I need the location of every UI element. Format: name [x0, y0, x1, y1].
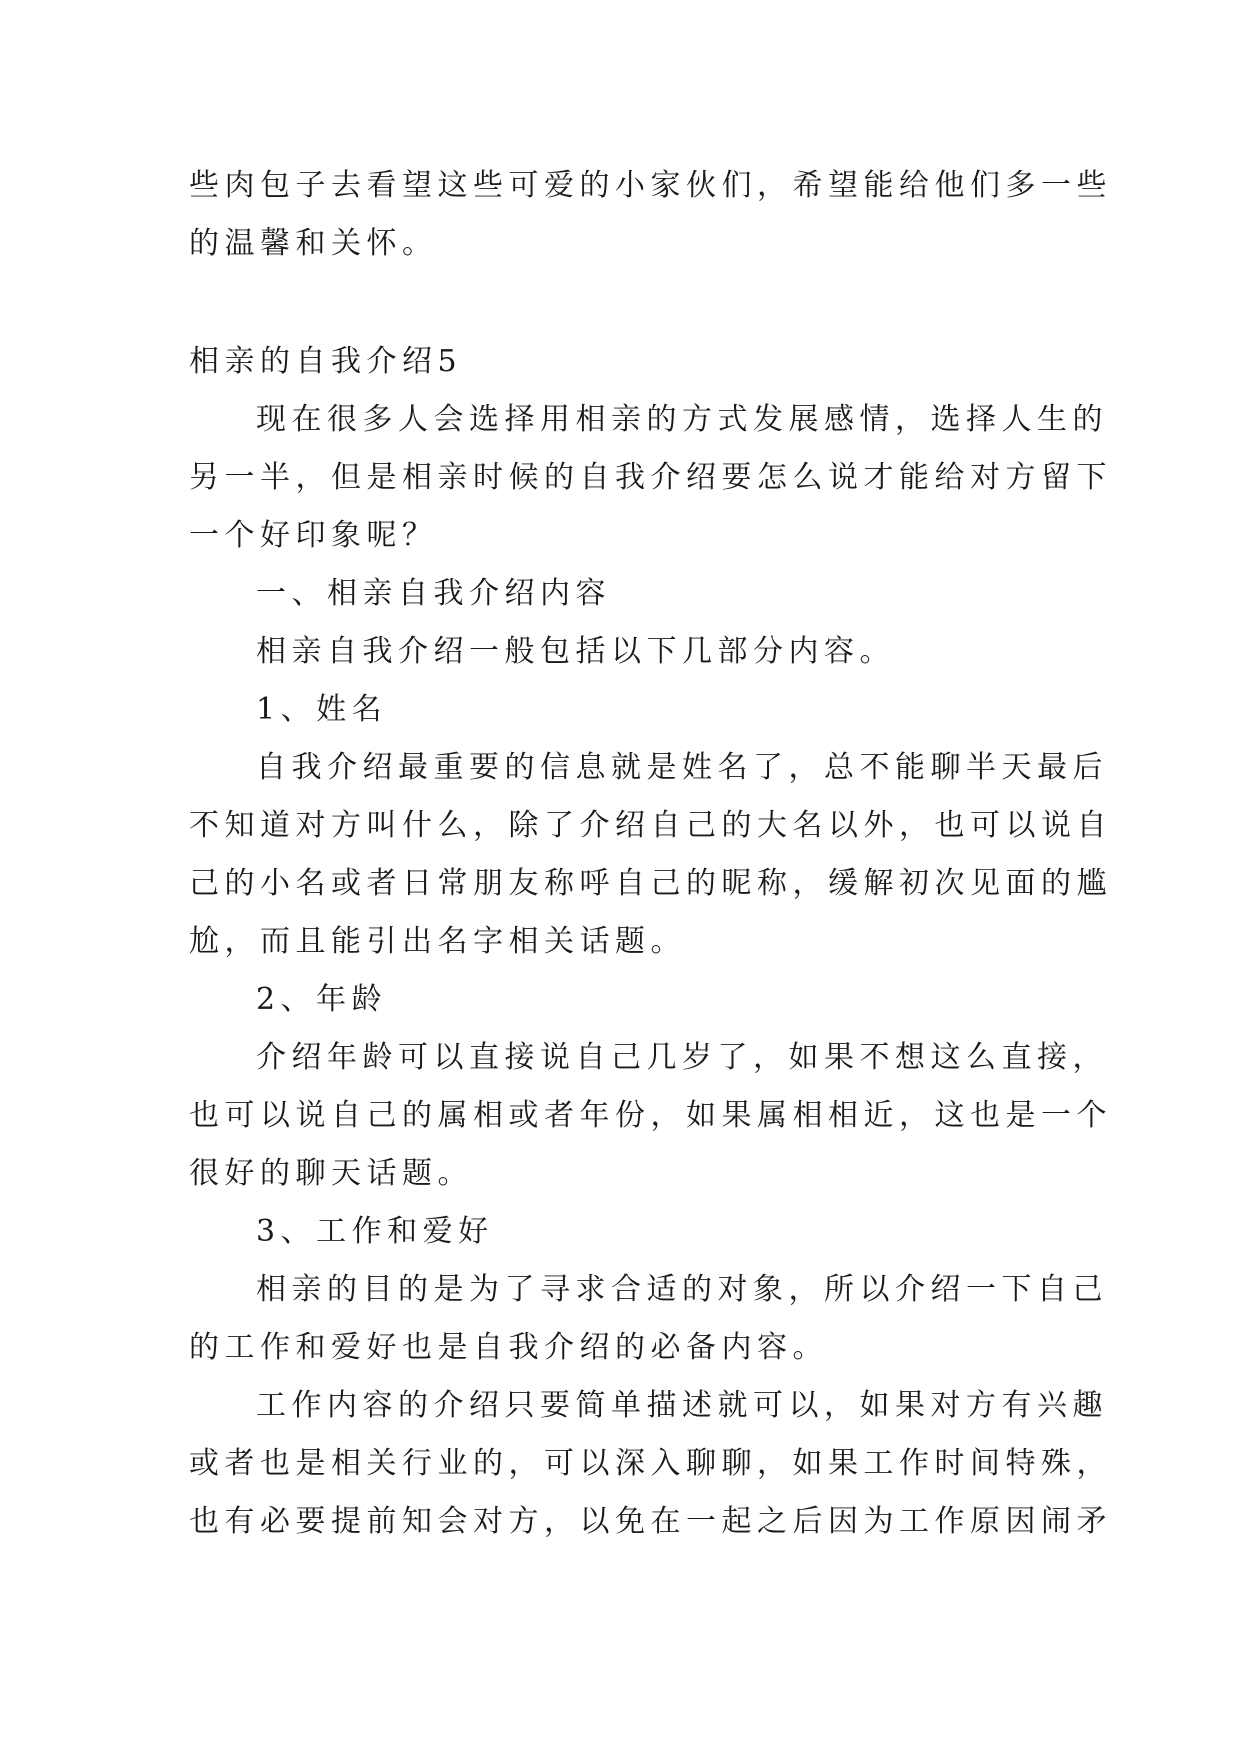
list-item-heading: 1、姓名 — [256, 692, 388, 727]
paragraph-line: 己的小名或者日常朋友称呼自己的昵称，缓解初次见面的尴 — [189, 866, 1112, 901]
subheading: 一、相亲自我介绍内容 — [256, 576, 611, 611]
paragraph-line: 相亲的目的是为了寻求合适的对象，所以介绍一下自己 — [256, 1272, 1108, 1307]
paragraph-line: 也可以说自己的属相或者年份，如果属相相近，这也是一个 — [189, 1098, 1112, 1133]
paragraph-line: 自我介绍最重要的信息就是姓名了，总不能聊半天最后 — [256, 750, 1108, 785]
paragraph-line: 现在很多人会选择用相亲的方式发展感情，选择人生的 — [256, 402, 1108, 437]
paragraph-line: 相亲自我介绍一般包括以下几部分内容。 — [256, 634, 895, 669]
section-heading: 相亲的自我介绍5 — [189, 344, 463, 379]
paragraph-line: 介绍年龄可以直接说自己几岁了，如果不想这么直接， — [256, 1040, 1108, 1075]
paragraph-line: 的温馨和关怀。 — [189, 226, 438, 261]
paragraph-line: 一个好印象呢？ — [189, 518, 438, 553]
paragraph-line: 很好的聊天话题。 — [189, 1156, 473, 1191]
paragraph-line: 不知道对方叫什么，除了介绍自己的大名以外，也可以说自 — [189, 808, 1112, 843]
paragraph-line: 尬，而且能引出名字相关话题。 — [189, 924, 686, 959]
paragraph-line: 也有必要提前知会对方，以免在一起之后因为工作原因闹矛 — [189, 1504, 1112, 1539]
list-item-heading: 2、年龄 — [256, 982, 388, 1017]
paragraph-line: 些肉包子去看望这些可爱的小家伙们，希望能给他们多一些 — [189, 168, 1112, 203]
paragraph-line: 或者也是相关行业的，可以深入聊聊，如果工作时间特殊， — [189, 1446, 1112, 1481]
list-item-heading: 3、工作和爱好 — [256, 1214, 494, 1249]
paragraph-line: 另一半，但是相亲时候的自我介绍要怎么说才能给对方留下 — [189, 460, 1112, 495]
paragraph-line: 的工作和爱好也是自我介绍的必备内容。 — [189, 1330, 828, 1365]
paragraph-line: 工作内容的介绍只要简单描述就可以，如果对方有兴趣 — [256, 1388, 1108, 1423]
